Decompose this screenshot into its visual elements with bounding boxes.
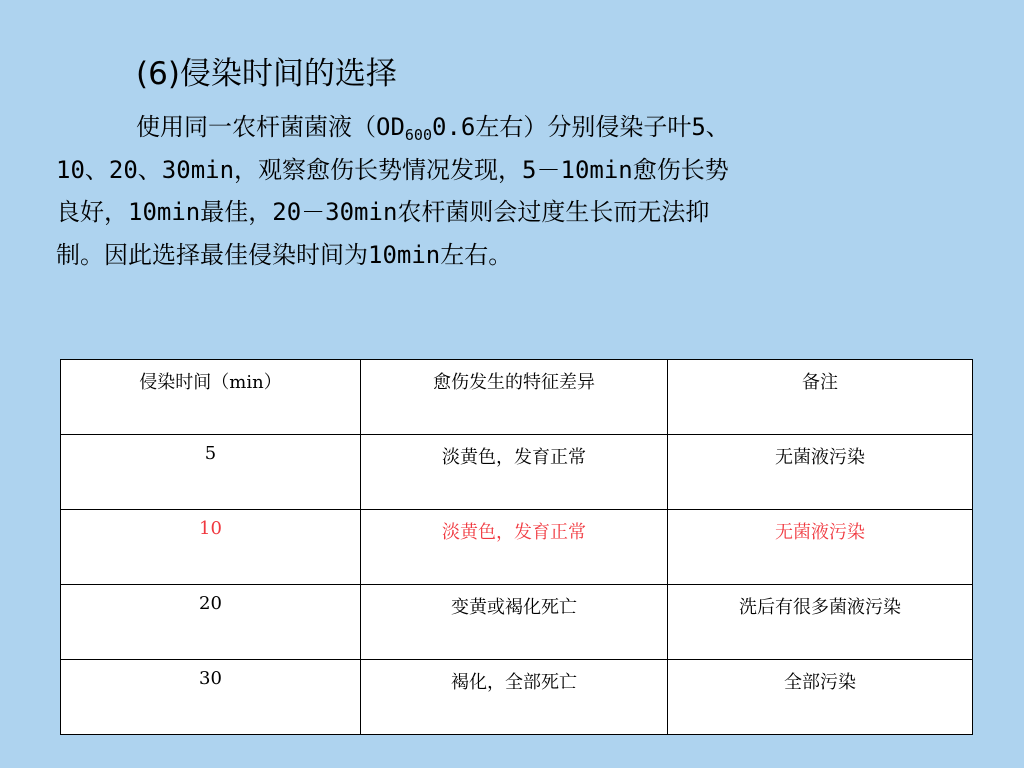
header-infection-time: 侵染时间（min） — [61, 360, 361, 435]
table-header-row — [61, 360, 973, 435]
cell-feature: 变黄或褐化死亡 — [361, 585, 668, 660]
cell-time: 5 — [61, 435, 361, 510]
table-row — [61, 660, 973, 735]
cell-time: 10 — [61, 510, 361, 585]
table-row — [61, 585, 973, 660]
paragraph-line-4: 制。因此选择最佳侵染时间为10min左右。 — [56, 240, 513, 269]
table-row-highlighted — [61, 510, 973, 585]
cell-time: 30 — [61, 660, 361, 735]
cell-feature: 淡黄色，发育正常 — [361, 435, 668, 510]
paragraph-line-1-start: 使用同一农杆菌菌液（OD — [136, 113, 405, 141]
paragraph-line-2: 10、20、30min，观察愈伤长势情况发现，5－10min愈伤长势 — [56, 155, 729, 184]
cell-remark: 无菌液污染 — [668, 435, 973, 510]
infection-time-table — [60, 359, 973, 735]
cell-remark: 全部污染 — [668, 660, 973, 735]
header-callus-difference: 愈伤发生的特征差异 — [361, 360, 668, 435]
paragraph-line-1 — [56, 106, 956, 149]
cell-remark: 无菌液污染 — [668, 510, 973, 585]
paragraph-line-3: 良好，10min最佳，20－30min农杆菌则会过度生长而无法抑 — [56, 198, 710, 226]
header-remarks: 备注 — [668, 360, 973, 435]
cell-feature: 淡黄色，发育正常 — [361, 510, 668, 585]
slide-title: (6)侵染时间的选择 — [136, 56, 397, 92]
cell-remark: 洗后有很多菌液污染 — [668, 585, 973, 660]
paragraph-line-1-end: 0.6左右）分别侵染子叶5、 — [432, 113, 730, 141]
cell-time: 20 — [61, 585, 361, 660]
cell-feature: 褐化，全部死亡 — [361, 660, 668, 735]
table-row — [61, 435, 973, 510]
od-subscript: 600 — [404, 126, 432, 144]
description-paragraph — [56, 106, 956, 276]
